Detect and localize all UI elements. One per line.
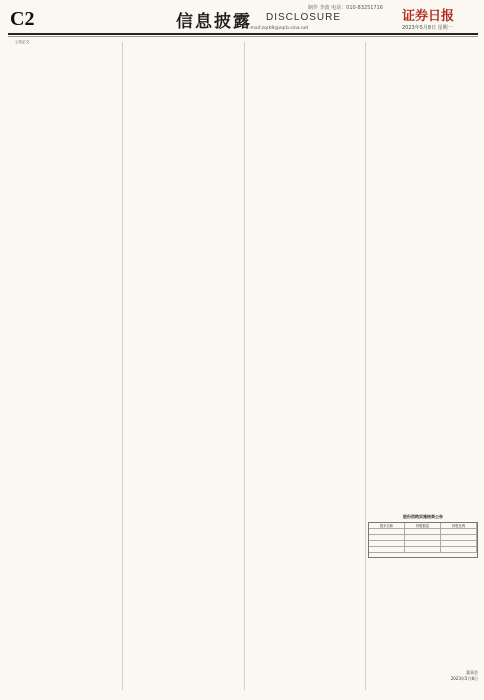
header-rule-thin <box>8 36 478 37</box>
body-text: 公告正文 <box>15 40 30 44</box>
column-divider <box>365 42 366 690</box>
column-3 <box>248 40 361 692</box>
table-header-cell: 股东名称 <box>369 523 405 528</box>
signature-date: 2023年5月8日 <box>450 676 478 681</box>
issue-date: 2023年5月8日 星期一 <box>402 25 453 31</box>
section-title: 信息披露 <box>176 12 252 32</box>
table-row <box>369 547 477 553</box>
column-4 <box>368 40 478 510</box>
contact-line: E-mail:zqrb9@zqrb.sina.net <box>246 26 309 31</box>
table-title: 股份回购实施结果公告 <box>403 514 443 519</box>
page-code: C2 <box>10 8 35 30</box>
column-1 <box>8 40 118 692</box>
signature-block <box>408 670 478 682</box>
page-header <box>0 0 484 38</box>
column-divider <box>122 42 123 690</box>
table-header-cell: 持股比例 <box>441 523 477 528</box>
header-rule <box>8 33 478 35</box>
column-2 <box>127 40 240 692</box>
table-header-cell: 持股数量 <box>405 523 441 528</box>
newspaper-logo: 证券日报 <box>402 9 455 24</box>
section-title-en: DISCLOSURE <box>266 12 342 23</box>
column-divider <box>244 42 245 690</box>
editor-meta: 制作 李波 电话：010-83251716 <box>308 5 383 11</box>
data-table <box>368 522 478 558</box>
signature-line: 董事会 <box>466 670 478 675</box>
